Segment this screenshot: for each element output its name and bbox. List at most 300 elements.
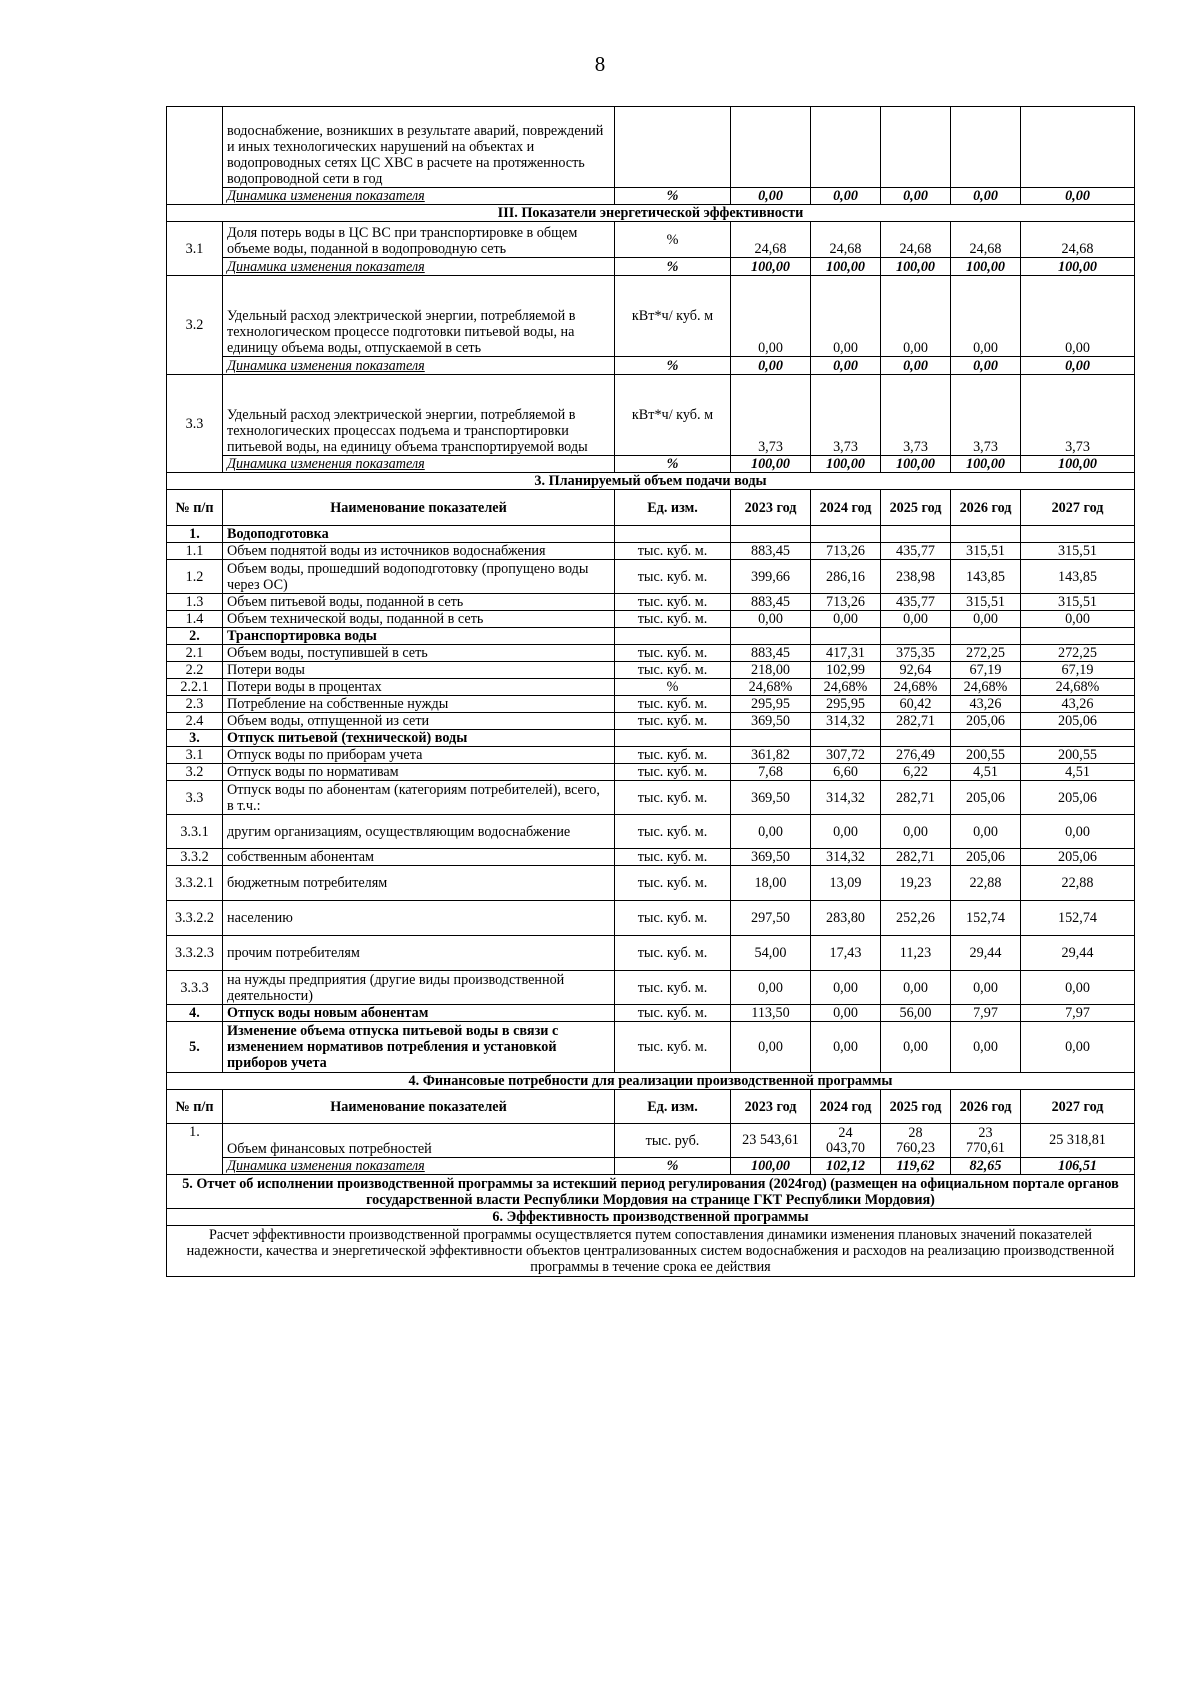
number-cell: 1.2 [167, 560, 223, 594]
value-cell: 205,06 [1021, 713, 1135, 730]
unit-cell: % [615, 1158, 731, 1175]
value-cell: 0,00 [951, 1022, 1021, 1073]
report-title: 5. Отчет об исполнении производственной программы за истекший период регулирования (2024год) (размещен на официальном портале органов государственной власти Республики Мордовия на странице ГКТ Республики Мордовия) [167, 1175, 1135, 1209]
header-year: 2025 год [881, 490, 951, 526]
value-cell: 369,50 [731, 713, 811, 730]
value-cell [951, 107, 1021, 188]
number-cell: 3.3.2 [167, 849, 223, 866]
value-cell: 0,00 [881, 357, 951, 375]
value-cell: 29,44 [951, 936, 1021, 971]
indicator-name: другим организациям, осуществляющим водоснабжение [223, 815, 615, 849]
value-cell: 295,95 [811, 696, 881, 713]
efficiency-text: Расчет эффективности производственной программы осуществляется путем сопоставления динамики изменения плановых значений показателей надежности, качества и энергетической эффективности объектов централизованных систем водоснабжения и расходов на реализацию производственной программы в течение срока ее действия [167, 1226, 1135, 1277]
value-cell: 0,00 [1021, 815, 1135, 849]
value-cell: 43,26 [1021, 696, 1135, 713]
value-cell: 0,00 [811, 1022, 881, 1073]
value-cell: 100,00 [811, 258, 881, 276]
value-cell: 315,51 [951, 594, 1021, 611]
value-cell: 152,74 [1021, 901, 1135, 936]
value-cell: 272,25 [951, 645, 1021, 662]
value-cell [881, 730, 951, 747]
value-cell: 6,22 [881, 764, 951, 781]
value-cell: 113,50 [731, 1005, 811, 1022]
indicator-name: Отпуск воды новым абонентам [223, 1005, 615, 1022]
finance-section-title: 4. Финансовые потребности для реализации производственной программы [167, 1073, 1135, 1090]
header-year: 2026 год [951, 490, 1021, 526]
value-cell: 143,85 [1021, 560, 1135, 594]
indicator-name: Удельный расход электрической энергии, потребляемой в технологическом процессе подготовки питьевой воды, на единицу объема воды, отпускаемой в сеть [223, 276, 615, 357]
unit-cell: тыс. куб. м. [615, 849, 731, 866]
value-cell [731, 107, 811, 188]
value-cell: 28 760,23 [881, 1124, 951, 1158]
production-program-table [166, 106, 1135, 1277]
indicator-name: Отпуск воды по приборам учета [223, 747, 615, 764]
value-cell: 67,19 [951, 662, 1021, 679]
group-row [167, 628, 1135, 645]
indicator-name: Объем технической воды, поданной в сеть [223, 611, 615, 628]
header-year: 2024 год [811, 1090, 881, 1124]
indicator-name: прочим потребителям [223, 936, 615, 971]
value-cell: 100,00 [731, 456, 811, 473]
value-cell: 314,32 [811, 781, 881, 815]
volume-section [167, 473, 1135, 490]
unit-cell: тыс. куб. м. [615, 645, 731, 662]
value-cell: 307,72 [811, 747, 881, 764]
value-cell: 0,00 [881, 276, 951, 357]
value-cell: 7,68 [731, 764, 811, 781]
value-cell [1021, 526, 1135, 543]
value-cell: 0,00 [811, 971, 881, 1005]
value-cell: 0,00 [881, 971, 951, 1005]
dynamics-row [167, 357, 1135, 375]
value-cell: 205,06 [951, 781, 1021, 815]
table-row [167, 560, 1135, 594]
value-cell: 0,00 [811, 611, 881, 628]
indicator-name: Доля потерь воды в ЦС ВС при транспортировке в общем объеме воды, поданной в водопроводную сеть [223, 222, 615, 258]
value-cell [1021, 107, 1135, 188]
unit-cell: % [615, 456, 731, 473]
number-cell: 3.3.3 [167, 971, 223, 1005]
value-cell: 24,68 [1021, 222, 1135, 258]
report-section [167, 1175, 1135, 1209]
table-row [167, 662, 1135, 679]
value-cell: 276,49 [881, 747, 951, 764]
value-cell: 143,85 [951, 560, 1021, 594]
table-row [167, 815, 1135, 849]
indicator-name: Динамика изменения показателя [223, 456, 615, 473]
table-row [167, 107, 1135, 188]
unit-cell: % [615, 679, 731, 696]
indicator-name: бюджетным потребителям [223, 866, 615, 901]
value-cell: 286,16 [811, 560, 881, 594]
number-cell: 2.2.1 [167, 679, 223, 696]
value-cell: 0,00 [811, 357, 881, 375]
number-cell: 1. [167, 526, 223, 543]
number-cell: 1. [167, 1124, 223, 1175]
number-cell: 3.3.2.1 [167, 866, 223, 901]
value-cell: 200,55 [1021, 747, 1135, 764]
value-cell: 0,00 [731, 815, 811, 849]
header-unit: Ед. изм. [615, 490, 731, 526]
value-cell: 24,68% [1021, 679, 1135, 696]
unit-cell [615, 107, 731, 188]
value-cell: 67,19 [1021, 662, 1135, 679]
value-cell: 713,26 [811, 594, 881, 611]
value-cell: 295,95 [731, 696, 811, 713]
value-cell [1021, 628, 1135, 645]
table-row [167, 375, 1135, 456]
indicator-name: Изменение объема отпуска питьевой воды в связи с изменением нормативов потребления и установкой приборов учета [223, 1022, 615, 1073]
indicator-name: Удельный расход электрической энергии, потребляемой в технологических процессах подъема и транспортировки питьевой воды, на единицу объема транспортируемой воды [223, 375, 615, 456]
indicator-name: Объем поднятой воды из источников водоснабжения [223, 543, 615, 560]
value-cell: 0,00 [731, 276, 811, 357]
indicator-name: Объем питьевой воды, поданной в сеть [223, 594, 615, 611]
header-year: 2023 год [731, 490, 811, 526]
table-row [167, 543, 1135, 560]
indicator-name: Динамика изменения показателя [223, 188, 615, 205]
unit-cell: тыс. куб. м. [615, 936, 731, 971]
table-row [167, 222, 1135, 258]
value-cell [951, 628, 1021, 645]
unit-cell: % [615, 222, 731, 258]
value-cell: 3,73 [951, 375, 1021, 456]
value-cell: 22,88 [951, 866, 1021, 901]
value-cell: 6,60 [811, 764, 881, 781]
value-cell: 435,77 [881, 594, 951, 611]
unit-cell: тыс. руб. [615, 1124, 731, 1158]
value-cell: 0,00 [811, 815, 881, 849]
value-cell: 282,71 [881, 849, 951, 866]
unit-cell: тыс. куб. м. [615, 696, 731, 713]
unit-cell: % [615, 357, 731, 375]
value-cell: 0,00 [1021, 188, 1135, 205]
number-cell: 1.4 [167, 611, 223, 628]
header-year: 2027 год [1021, 490, 1135, 526]
value-cell: 3,73 [811, 375, 881, 456]
value-cell: 24,68 [811, 222, 881, 258]
value-cell: 0,00 [951, 357, 1021, 375]
value-cell: 282,71 [881, 781, 951, 815]
value-cell: 0,00 [951, 815, 1021, 849]
finance-section [167, 1073, 1135, 1090]
value-cell [811, 628, 881, 645]
indicator-name: Объем воды, прошедший водоподготовку (пропущено воды через ОС) [223, 560, 615, 594]
value-cell: 314,32 [811, 849, 881, 866]
unit-cell: % [615, 188, 731, 205]
indicator-name: Потребление на собственные нужды [223, 696, 615, 713]
indicator-name: водоснабжение, возникших в результате аварий, повреждений и иных технологических нарушений на объектах и водопроводных сетях ЦС ХВС в расчете на протяженность водопроводной сети в год [223, 107, 615, 188]
value-cell: 17,43 [811, 936, 881, 971]
value-cell: 102,99 [811, 662, 881, 679]
unit-cell: тыс. куб. м. [615, 971, 731, 1005]
value-cell [951, 730, 1021, 747]
unit-cell: тыс. куб. м. [615, 815, 731, 849]
efficiency-section-title: 6. Эффективность производственной программы [167, 1209, 1135, 1226]
indicator-name: на нужды предприятия (другие виды производственной деятельности) [223, 971, 615, 1005]
indicator-name: Потери воды [223, 662, 615, 679]
value-cell: 100,00 [951, 456, 1021, 473]
value-cell: 23 770,61 [951, 1124, 1021, 1158]
unit-cell: % [615, 258, 731, 276]
value-cell: 24 043,70 [811, 1124, 881, 1158]
number-cell: 2.4 [167, 713, 223, 730]
value-cell: 713,26 [811, 543, 881, 560]
page-number: 8 [594, 52, 606, 76]
table-row [167, 747, 1135, 764]
number-cell: 3.1 [167, 747, 223, 764]
dynamics-row [167, 258, 1135, 276]
header-row [167, 1090, 1135, 1124]
indicator-name: Динамика изменения показателя [223, 357, 615, 375]
table-row [167, 1124, 1135, 1158]
number-cell: 1.1 [167, 543, 223, 560]
number-cell: 5. [167, 1022, 223, 1073]
header-name: Наименование показателей [223, 490, 615, 526]
value-cell: 0,00 [731, 611, 811, 628]
header-year: 2023 год [731, 1090, 811, 1124]
unit-cell: тыс. куб. м. [615, 662, 731, 679]
unit-cell: тыс. куб. м. [615, 594, 731, 611]
value-cell: 0,00 [731, 1022, 811, 1073]
header-number: № п/п [167, 490, 223, 526]
indicator-name: Динамика изменения показателя [223, 258, 615, 276]
table-row [167, 679, 1135, 696]
value-cell: 0,00 [1021, 357, 1135, 375]
value-cell [881, 526, 951, 543]
value-cell: 252,26 [881, 901, 951, 936]
table-row [167, 849, 1135, 866]
table-row [167, 276, 1135, 357]
unit-cell: тыс. куб. м. [615, 560, 731, 594]
value-cell: 24,68 [951, 222, 1021, 258]
value-cell: 0,00 [731, 971, 811, 1005]
value-cell: 315,51 [951, 543, 1021, 560]
value-cell: 0,00 [811, 188, 881, 205]
dynamics-row [167, 456, 1135, 473]
value-cell: 29,44 [1021, 936, 1135, 971]
unit-cell: тыс. куб. м. [615, 781, 731, 815]
indicator-name: Водоподготовка [223, 526, 615, 543]
value-cell: 7,97 [951, 1005, 1021, 1022]
table-row [167, 645, 1135, 662]
value-cell [811, 526, 881, 543]
value-cell [881, 628, 951, 645]
value-cell: 200,55 [951, 747, 1021, 764]
number-cell: 3.3.2.2 [167, 901, 223, 936]
value-cell: 24,68 [731, 222, 811, 258]
number-cell: 3.3 [167, 781, 223, 815]
value-cell: 238,98 [881, 560, 951, 594]
table-row [167, 696, 1135, 713]
value-cell: 24,68% [811, 679, 881, 696]
value-cell: 283,80 [811, 901, 881, 936]
value-cell: 100,00 [881, 456, 951, 473]
header-year: 2026 год [951, 1090, 1021, 1124]
number-cell [167, 107, 223, 205]
value-cell: 92,64 [881, 662, 951, 679]
value-cell: 205,06 [951, 713, 1021, 730]
value-cell: 60,42 [881, 696, 951, 713]
number-cell: 2.2 [167, 662, 223, 679]
value-cell: 24,68 [881, 222, 951, 258]
value-cell: 205,06 [951, 849, 1021, 866]
number-cell: 3.3.2.3 [167, 936, 223, 971]
value-cell: 0,00 [731, 188, 811, 205]
value-cell: 369,50 [731, 781, 811, 815]
value-cell: 315,51 [1021, 594, 1135, 611]
number-cell: 3.2 [167, 276, 223, 375]
value-cell: 399,66 [731, 560, 811, 594]
unit-cell: кВт*ч/ куб. м [615, 276, 731, 357]
value-cell [881, 107, 951, 188]
value-cell [731, 628, 811, 645]
indicator-name: Объем воды, отпущенной из сети [223, 713, 615, 730]
efficiency-text-row [167, 1226, 1135, 1277]
header-year: 2025 год [881, 1090, 951, 1124]
header-year: 2024 год [811, 490, 881, 526]
number-cell: 2.3 [167, 696, 223, 713]
value-cell: 24,68% [881, 679, 951, 696]
dynamics-row [167, 188, 1135, 205]
value-cell: 369,50 [731, 849, 811, 866]
value-cell: 56,00 [881, 1005, 951, 1022]
number-cell: 3.1 [167, 222, 223, 276]
value-cell: 100,00 [1021, 258, 1135, 276]
group-row [167, 730, 1135, 747]
value-cell: 435,77 [881, 543, 951, 560]
value-cell: 82,65 [951, 1158, 1021, 1175]
value-cell: 0,00 [951, 971, 1021, 1005]
value-cell: 0,00 [1021, 276, 1135, 357]
unit-cell: тыс. куб. м. [615, 1005, 731, 1022]
indicator-name: Отпуск воды по нормативам [223, 764, 615, 781]
number-cell: 4. [167, 1005, 223, 1022]
value-cell: 315,51 [1021, 543, 1135, 560]
table-row [167, 1005, 1135, 1022]
value-cell: 11,23 [881, 936, 951, 971]
table-row [167, 971, 1135, 1005]
value-cell: 13,09 [811, 866, 881, 901]
unit-cell [615, 526, 731, 543]
group-row [167, 526, 1135, 543]
value-cell: 883,45 [731, 594, 811, 611]
number-cell: 2. [167, 628, 223, 645]
table-row [167, 901, 1135, 936]
number-cell: 3.3.1 [167, 815, 223, 849]
value-cell: 0,00 [1021, 971, 1135, 1005]
value-cell: 272,25 [1021, 645, 1135, 662]
indicator-name: Объем финансовых потребностей [223, 1124, 615, 1158]
value-cell [731, 730, 811, 747]
unit-cell: тыс. куб. м. [615, 611, 731, 628]
value-cell: 23 543,61 [731, 1124, 811, 1158]
value-cell: 119,62 [881, 1158, 951, 1175]
value-cell: 100,00 [731, 1158, 811, 1175]
indicator-name: Объем воды, поступившей в сеть [223, 645, 615, 662]
value-cell [731, 526, 811, 543]
unit-cell: тыс. куб. м. [615, 713, 731, 730]
indicator-name: Отпуск воды по абонентам (категориям потребителей), всего, в т.ч.: [223, 781, 615, 815]
value-cell: 0,00 [881, 1022, 951, 1073]
table-row [167, 1022, 1135, 1073]
value-cell: 152,74 [951, 901, 1021, 936]
header-number: № п/п [167, 1090, 223, 1124]
value-cell: 102,12 [811, 1158, 881, 1175]
unit-cell: тыс. куб. м. [615, 866, 731, 901]
value-cell: 375,35 [881, 645, 951, 662]
indicator-name: населению [223, 901, 615, 936]
number-cell: 3.2 [167, 764, 223, 781]
value-cell: 43,26 [951, 696, 1021, 713]
value-cell: 18,00 [731, 866, 811, 901]
value-cell: 297,50 [731, 901, 811, 936]
value-cell: 0,00 [731, 357, 811, 375]
value-cell: 0,00 [1021, 611, 1135, 628]
value-cell: 3,73 [1021, 375, 1135, 456]
value-cell [1021, 730, 1135, 747]
unit-cell: тыс. куб. м. [615, 1022, 731, 1073]
number-cell: 2.1 [167, 645, 223, 662]
value-cell: 0,00 [1021, 1022, 1135, 1073]
table-row [167, 594, 1135, 611]
table-row [167, 764, 1135, 781]
number-cell: 3.3 [167, 375, 223, 473]
value-cell: 0,00 [811, 276, 881, 357]
value-cell: 100,00 [731, 258, 811, 276]
energy-efficiency-section-title: III. Показатели энергетической эффективности [167, 205, 1135, 222]
value-cell: 100,00 [1021, 456, 1135, 473]
value-cell: 4,51 [951, 764, 1021, 781]
value-cell: 417,31 [811, 645, 881, 662]
value-cell: 0,00 [951, 188, 1021, 205]
volume-section-title: 3. Планируемый объем подачи воды [167, 473, 1135, 490]
indicator-name: Потери воды в процентах [223, 679, 615, 696]
value-cell: 205,06 [1021, 781, 1135, 815]
unit-cell [615, 730, 731, 747]
header-row [167, 490, 1135, 526]
indicator-name: собственным абонентам [223, 849, 615, 866]
table-row [167, 781, 1135, 815]
header-year: 2027 год [1021, 1090, 1135, 1124]
value-cell: 54,00 [731, 936, 811, 971]
value-cell: 0,00 [881, 815, 951, 849]
value-cell: 0,00 [811, 1005, 881, 1022]
value-cell: 3,73 [881, 375, 951, 456]
table-row [167, 611, 1135, 628]
value-cell: 24,68% [951, 679, 1021, 696]
value-cell: 19,23 [881, 866, 951, 901]
value-cell: 100,00 [881, 258, 951, 276]
unit-cell: тыс. куб. м. [615, 764, 731, 781]
value-cell: 24,68% [731, 679, 811, 696]
indicator-name: Динамика изменения показателя [223, 1158, 615, 1175]
value-cell: 4,51 [1021, 764, 1135, 781]
unit-cell: тыс. куб. м. [615, 747, 731, 764]
value-cell: 22,88 [1021, 866, 1135, 901]
value-cell [811, 107, 881, 188]
unit-cell: кВт*ч/ куб. м [615, 375, 731, 456]
value-cell: 282,71 [881, 713, 951, 730]
table-row [167, 866, 1135, 901]
value-cell [951, 526, 1021, 543]
value-cell: 25 318,81 [1021, 1124, 1135, 1158]
efficiency-section [167, 1209, 1135, 1226]
unit-cell: тыс. куб. м. [615, 543, 731, 560]
value-cell: 100,00 [811, 456, 881, 473]
value-cell [811, 730, 881, 747]
value-cell: 883,45 [731, 543, 811, 560]
value-cell: 0,00 [881, 611, 951, 628]
